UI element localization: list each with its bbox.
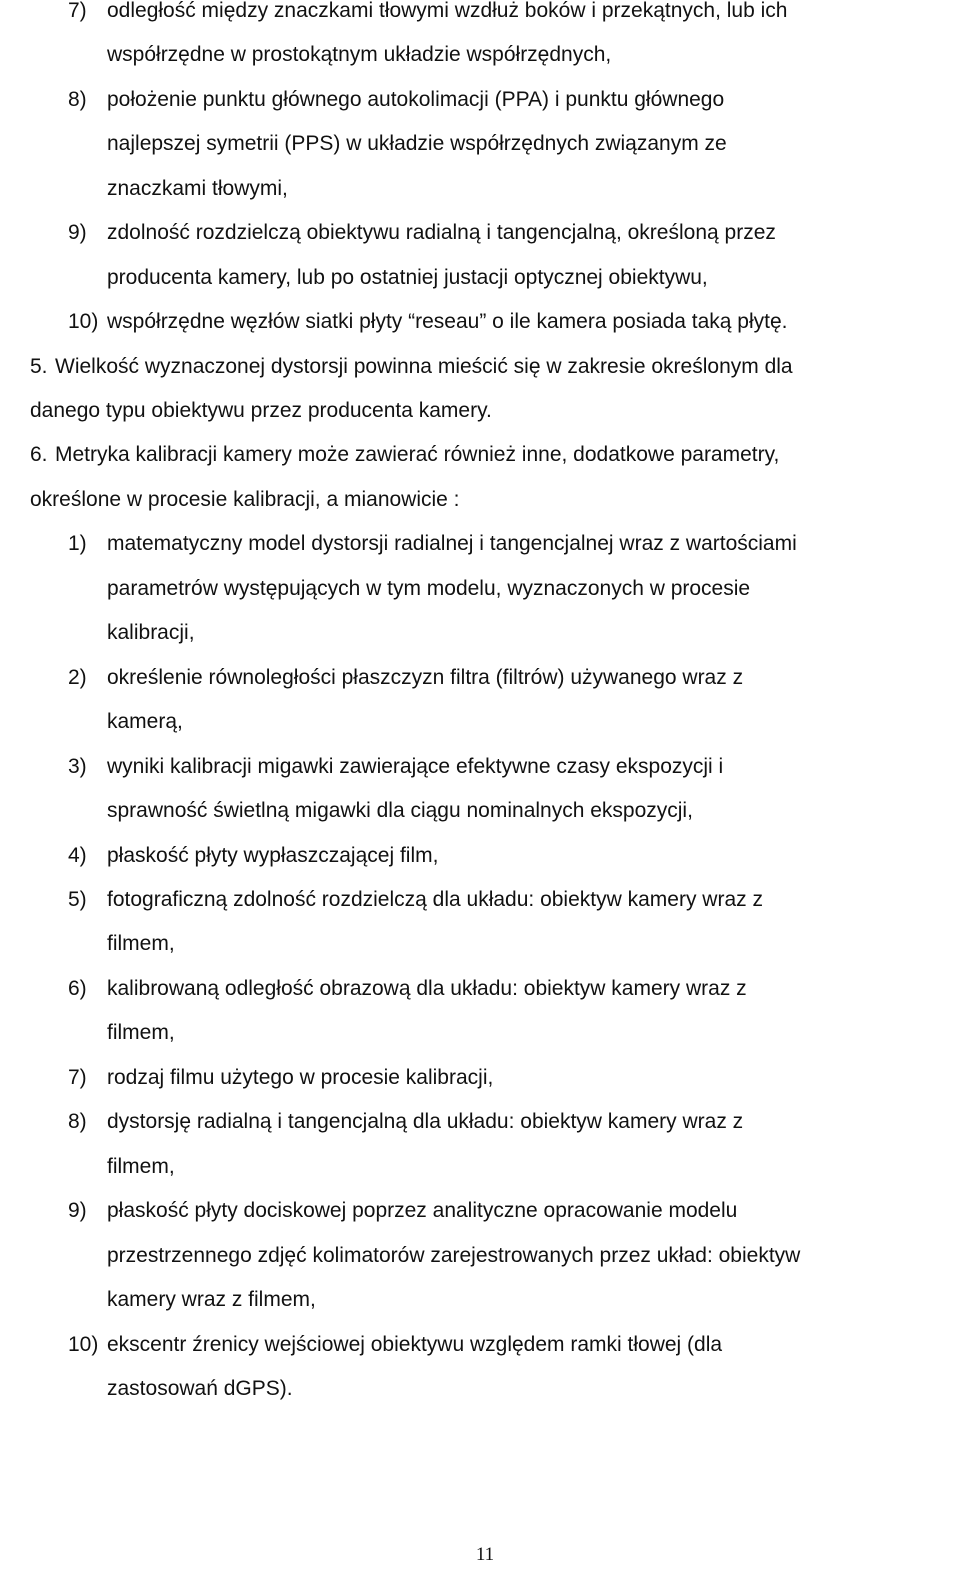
list-number: 6) [68, 977, 87, 1000]
text-line: fotograficzną zdolność rozdzielczą dla układu: obiektyw kamery wraz z [107, 888, 763, 911]
list-number: 10) [68, 310, 99, 333]
text-line: parametrów występujących w tym modelu, wyznaczonych w procesie [107, 577, 751, 600]
section-number: 6. [30, 443, 48, 466]
list-number: 10) [68, 1333, 99, 1356]
text-line: zastosowań dGPS). [107, 1377, 293, 1400]
text-line: współrzędne w prostokątnym układzie współrzędnych, [107, 43, 612, 66]
list-number: 5) [68, 888, 87, 911]
list-number: 7) [68, 1066, 87, 1089]
section-number: 5. [30, 355, 48, 378]
list-number: 9) [68, 1199, 87, 1222]
text-line: wyniki kalibracji migawki zawierające efektywne czasy ekspozycji i [107, 755, 724, 778]
text-line: płaskość płyty dociskowej poprzez analityczne opracowanie modelu [107, 1199, 738, 1222]
text-line: ekscentr źrenicy wejściowej obiektywu względem ramki tłowej (dla [107, 1333, 723, 1356]
text-line: kalibracji, [107, 621, 195, 644]
text-line: określone w procesie kalibracji, a mianowicie : [30, 488, 460, 511]
text-line: filmem, [107, 932, 175, 955]
text-line: położenie punktu głównego autokolimacji (PPA) i punktu głównego [107, 88, 725, 111]
text-line: dystorsję radialną i tangencjalną dla układu: obiektyw kamery wraz z [107, 1110, 744, 1133]
text-line: kalibrowaną odległość obrazową dla układu: obiektyw kamery wraz z [107, 977, 747, 1000]
text-line: Metryka kalibracji kamery może zawierać również inne, dodatkowe parametry, [55, 443, 780, 466]
text-line: znaczkami tłowymi, [107, 177, 288, 200]
text-line: kamerą, [107, 710, 183, 733]
text-line: przestrzennego zdjęć kolimatorów zarejestrowanych przez układ: obiektyw [107, 1244, 801, 1267]
text-line: płaskość płyty wypłaszczającej film, [107, 844, 439, 867]
page-number: 11 [475, 1544, 495, 1565]
list-number: 8) [68, 1110, 87, 1133]
list-number: 8) [68, 88, 87, 111]
text-line: sprawność świetlną migawki dla ciągu nominalnych ekspozycji, [107, 799, 693, 822]
text-line: matematyczny model dystorsji radialnej i tangencjalnej wraz z wartościami [107, 532, 797, 555]
list-number: 1) [68, 532, 87, 555]
text-line: filmem, [107, 1021, 175, 1044]
list-number: 4) [68, 844, 87, 867]
text-line: kamery wraz z filmem, [107, 1288, 316, 1311]
text-line: najlepszej symetrii (PPS) w układzie współrzędnych związanym ze [107, 132, 727, 155]
list-number: 9) [68, 221, 87, 244]
text-line: danego typu obiektywu przez producenta kamery. [30, 399, 492, 422]
list-number: 3) [68, 755, 87, 778]
list-number: 2) [68, 666, 87, 689]
text-line: współrzędne węzłów siatki płyty “reseau” o ile kamera posiada taką płytę. [107, 310, 788, 333]
text-line: filmem, [107, 1155, 175, 1178]
text-line: Wielkość wyznaczonej dystorsji powinna mieścić się w zakresie określonym dla [55, 355, 793, 378]
text-line: rodzaj filmu użytego w procesie kalibracji, [107, 1066, 494, 1089]
text-line: producenta kamery, lub po ostatniej justacji optycznej obiektywu, [107, 266, 708, 289]
text-line: odległość między znaczkami tłowymi wzdłuż boków i przekątnych, lub ich [107, 0, 788, 22]
text-line: zdolność rozdzielczą obiektywu radialną i tangencjalną, określoną przez [107, 221, 776, 244]
text-line: określenie równoległości płaszczyzn filtra (filtrów) używanego wraz z [107, 666, 744, 689]
list-number: 7) [68, 0, 87, 22]
